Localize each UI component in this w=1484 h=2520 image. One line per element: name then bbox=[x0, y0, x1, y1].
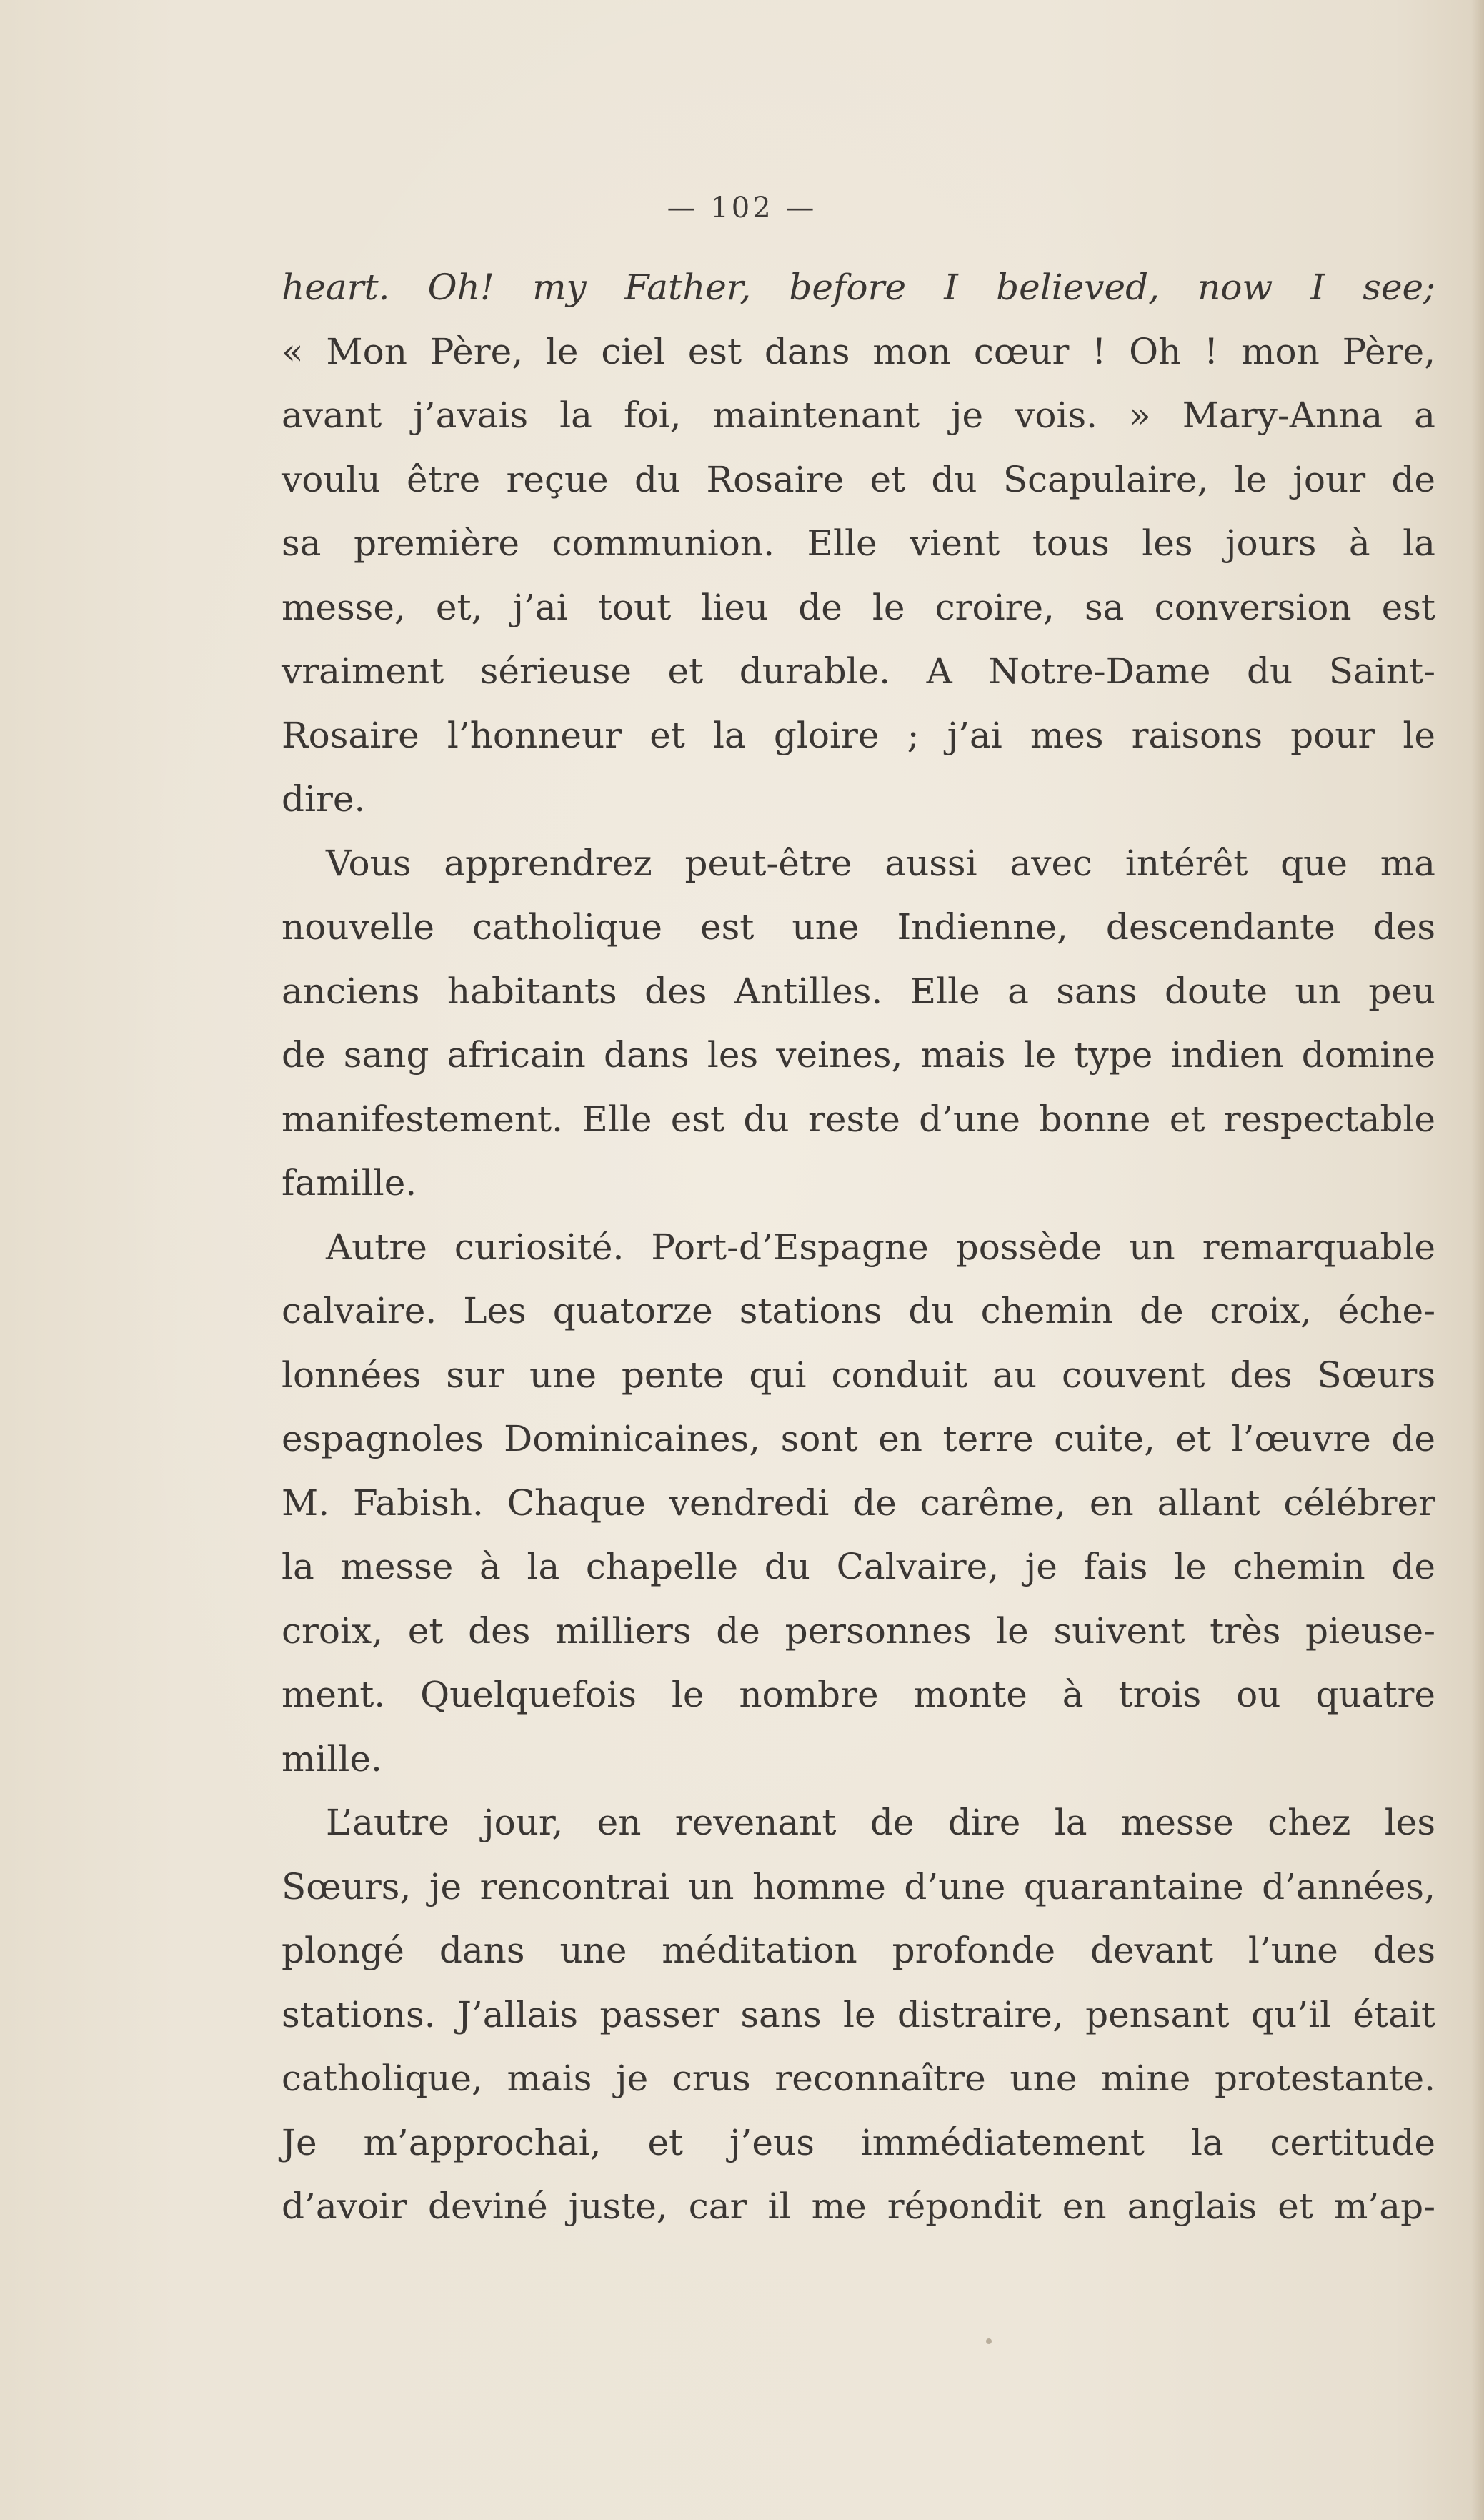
text-line: stations. J’allais passer sans le distraire, pensant qu’il était bbox=[282, 1993, 1435, 2035]
text-line: L’autre jour, en revenant de dire la messe chez les bbox=[326, 1802, 1435, 1843]
text-line: d’avoir deviné juste, car il me répondit en anglais et m’ap- bbox=[282, 2186, 1435, 2227]
text-line: ment. Quelquefois le nombre monte à trois ou quatre bbox=[282, 1674, 1435, 1715]
text-line: catholique, mais je crus reconnaître une mine protestante. bbox=[282, 2058, 1435, 2099]
paper-speck bbox=[986, 2338, 992, 2344]
text-line: Rosaire l’honneur et la gloire ; j’ai mes raisons pour le bbox=[282, 714, 1435, 756]
text-line: nouvelle catholique est une Indienne, descendante des bbox=[282, 906, 1435, 948]
text-line: plongé dans une méditation profonde devant l’une des bbox=[282, 1930, 1435, 1971]
page-number: — 102 — bbox=[667, 192, 817, 224]
text-line: Je m’approchai, et j’eus immédiatement la certitude bbox=[282, 2121, 1435, 2163]
text-line: croix, et des milliers de personnes le suivent très pieuse- bbox=[282, 1609, 1435, 1652]
text-line: mille. bbox=[282, 1737, 382, 1780]
text-line: manifestement. Elle est du reste d’une bonne et respectable bbox=[282, 1098, 1435, 1140]
page-edge-shadow bbox=[1471, 0, 1484, 2520]
text-line: la messe à la chapelle du Calvaire, je fais le chemin de bbox=[282, 1546, 1435, 1587]
text-line: Vous apprendrez peut-être aussi avec intérêt que ma bbox=[326, 842, 1435, 884]
text-line: messe, et, j’ai tout lieu de le croire, sa conversion est bbox=[282, 586, 1435, 628]
text-line: voulu être reçue du Rosaire et du Scapulaire, le jour de bbox=[282, 458, 1435, 500]
text-line: avant j’avais la foi, maintenant je vois. » Mary-Anna a bbox=[282, 395, 1435, 436]
text-line: heart. Oh! my Father, before I believed, now I see; bbox=[282, 267, 1435, 308]
text-line: dire. bbox=[282, 778, 366, 820]
text-line: lonnées sur une pente qui conduit au couvent des Sœurs bbox=[282, 1354, 1435, 1396]
text-line: « Mon Père, le ciel est dans mon cœur ! Oh ! mon Père, bbox=[282, 330, 1435, 372]
text-line: de sang africain dans les veines, mais le type indien domine bbox=[282, 1034, 1435, 1076]
text-line: famille. bbox=[282, 1162, 417, 1204]
text-line: espagnoles Dominicaines, sont en terre cuite, et l’œuvre de bbox=[282, 1418, 1435, 1459]
text-line: M. Fabish. Chaque vendredi de carême, en allant célébrer bbox=[282, 1482, 1435, 1524]
body-text bbox=[282, 256, 1435, 2239]
text-line: anciens habitants des Antilles. Elle a sans doute un peu bbox=[282, 970, 1435, 1012]
text-line: Sœurs, je rencontrai un homme d’une quarantaine d’années, bbox=[282, 1865, 1435, 1908]
text-line: vraiment sérieuse et durable. A Notre-Dame du Saint- bbox=[282, 650, 1435, 692]
text-line: Autre curiosité. Port-d’Espagne possède un remarquable bbox=[326, 1226, 1435, 1268]
text-line: sa première communion. Elle vient tous les jours à la bbox=[282, 522, 1435, 564]
text-line: calvaire. Les quatorze stations du chemin de croix, éche- bbox=[282, 1290, 1435, 1331]
